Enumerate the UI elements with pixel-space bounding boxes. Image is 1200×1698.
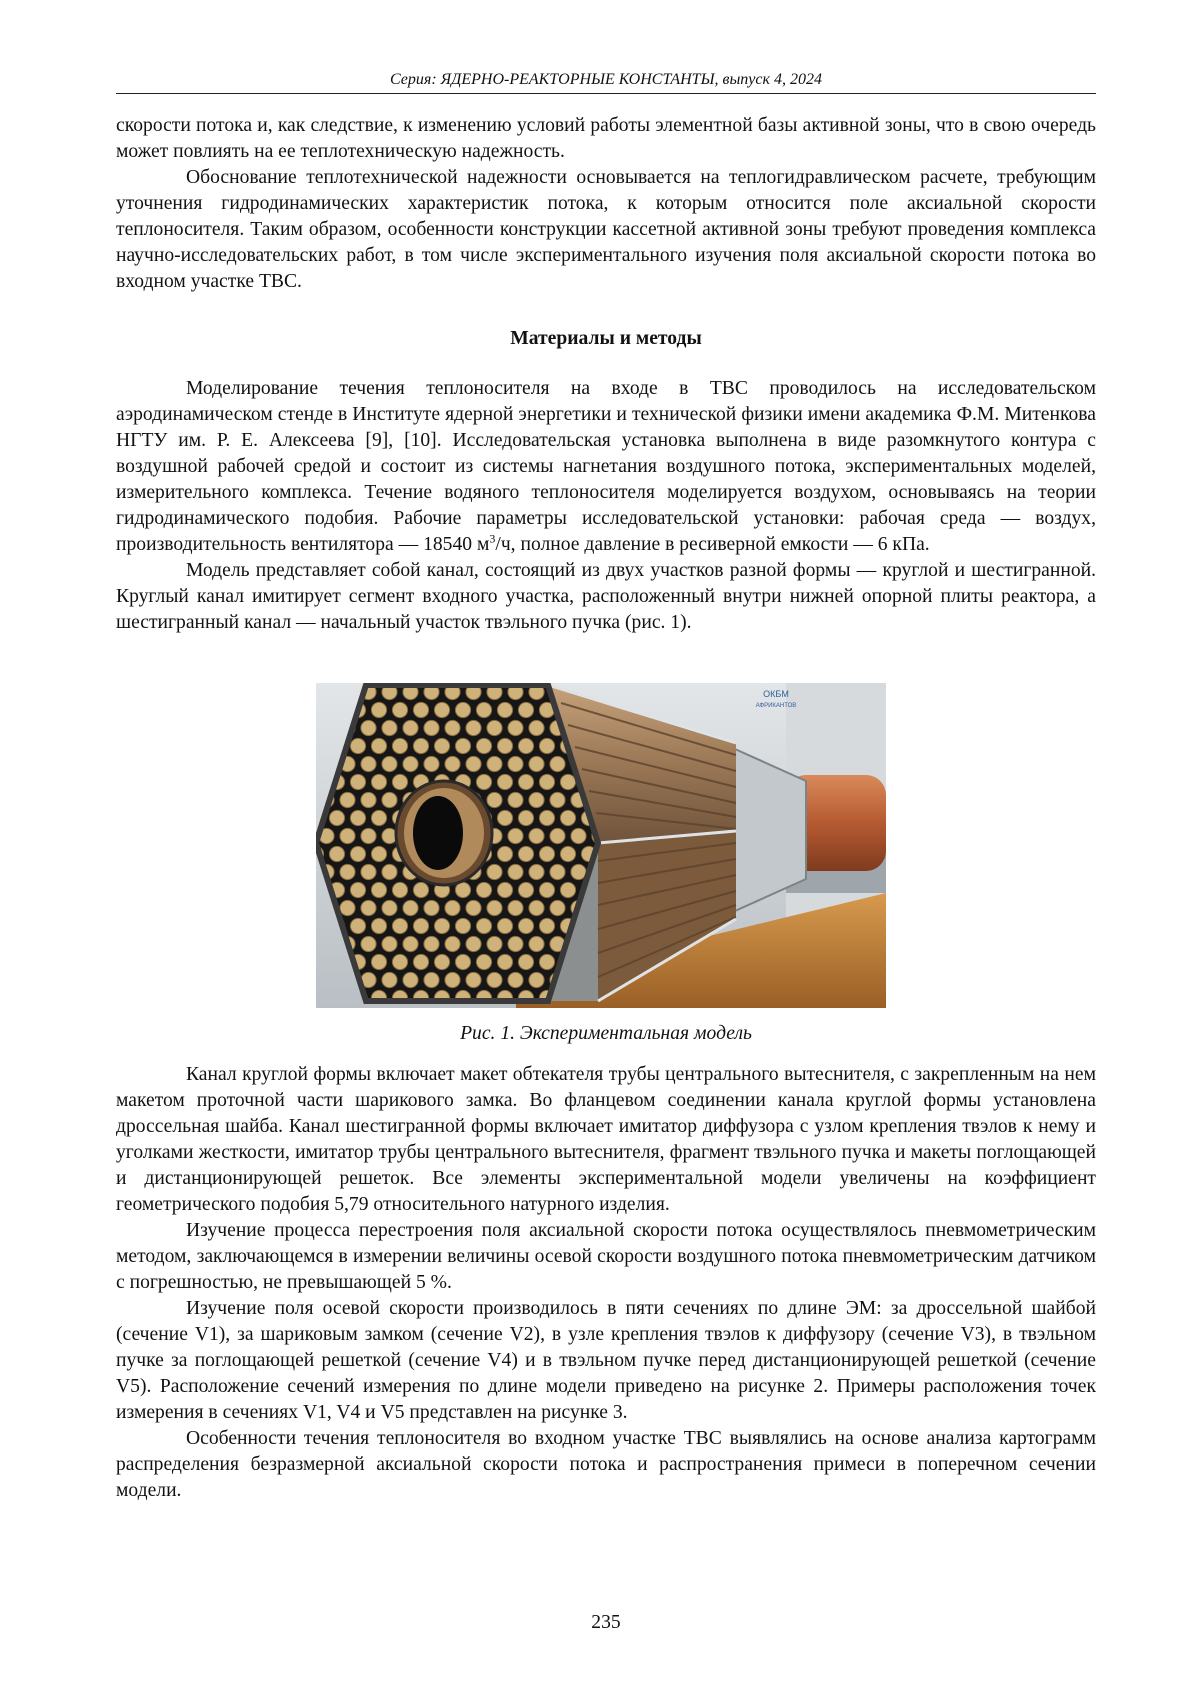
intro-block [116, 113, 1096, 295]
body-paragraph-3: Изучение поля осевой скорости производилось в пяти сечениях по длине ЭМ: за дроссельной шайбой (сечение V1), за шариковым замком (сечение V2), в узле крепления твэлов к диффузору (сечение V3), в твэльном пучке за поглощающей решеткой (сечение V4) и в твэльном пучке перед дистанционирующей решеткой (сечение V5). Расположение сечений измерения по длине модели приведено на рисунке 2. Примеры расположения точек измерения в сечениях V1, V4 и V5 представлен на рисунке 3. [116, 1298, 1096, 1423]
methods-paragraph-1 [116, 376, 1096, 558]
methods-paragraph-1-text-b: /ч, полное давление в ресиверной емкости — 6 кПа. [495, 534, 930, 555]
sign-line-1: ОКБМ [763, 689, 789, 699]
intro-paragraph-1: скорости потока и, как следствие, к изменению условий работы элементной базы активной зоны, что в свою очередь может повлиять на ее теплотехническую надежность. [116, 115, 1096, 162]
sign-line-2: АФРИКАНТОВ [755, 703, 797, 709]
methods-paragraph-1-text-a: Моделирование течения теплоносителя на входе в ТВС проводилось на исследовательском аэродинамическом стенде в Институте ядерной энергетики и технической физики имени академика Ф.М. Митенкова НГТУ им. Р. Е. Алексеева [9], [10]. Исследовательская установка выполнена в виде разомкнутого контура с воздушной рабочей средой и состоит из системы нагнетания воздушного потока, экспериментальных моделей, измерительного комплекса. Течение водяного теплоносителя моделируется воздухом, основываясь на теории гидродинамического подобия. Рабочие параметры исследовательской установки: рабочая среда — воздух, производительность вентилятора — 18540 м [116, 378, 1096, 555]
methods-block [116, 376, 1096, 636]
running-header [116, 70, 1096, 90]
figure-caption: Рис. 1. Экспериментальная модель [460, 1023, 752, 1044]
cubic-superscript: 3 [489, 531, 496, 546]
body-paragraph-2: Изучение процесса перестроения поля аксиальной скорости потока осуществлялось пневмометрическим методом, заключающемся в измерении величины осевой скорости воздушного потока пневмометрическим датчиком с погрешностью, не превышающей 5 %. [116, 1220, 1096, 1293]
experimental-model-illustration [316, 683, 886, 1008]
section-heading: Материалы и методы [510, 328, 702, 349]
body-paragraph-4: Особенности течения теплоносителя во входном участке ТВС выявлялись на основе анализа картограмм распределения безразмерной аксиальной скорости потока и распространения примеси в поперечном сечении модели. [116, 1428, 1096, 1501]
body-paragraph-1: Канал круглой формы включает макет обтекателя трубы центрального вытеснителя, с закрепленным на нем макетом проточной части шарикового замка. Во фланцевом соединении канала круглой формы установлена дроссельная шайба. Канал шестигранной формы включает имитатор диффузора с узлом крепления твэлов к нему и уголками жесткости, имитатор трубы центрального вытеснителя, фрагмент твэльного пучка и макеты поглощающей и дистанционирующей решеток. Все элементы экспериментальной модели увеличены на коэффициент геометрического подобия 5,79 относительного натурного изделия. [116, 1064, 1096, 1215]
experimental-model-photo [316, 683, 886, 1008]
header-series-label: Серия: [390, 71, 437, 88]
header-series-name: ЯДЕРНО-РЕАКТОРНЫЕ КОНСТАНТЫ, выпуск 4, 2024 [440, 71, 822, 88]
header-rule [116, 93, 1096, 94]
intro-paragraph-2: Обоснование теплотехнической надежности основывается на теплогидравлическом расчете, требующим уточнения гидродинамических характеристик потока, к которым относится поле аксиальной скорости теплоносителя. Таким образом, особенности конструкции кассетной активной зоны требуют проведения комплекса научно-исследовательских работ, в том числе экспериментального изучения поля аксиальной скорости потока во входном участке ТВС. [116, 167, 1096, 292]
page-number: 235 [591, 1612, 621, 1633]
methods-paragraph-2: Модель представляет собой канал, состоящий из двух участков разной формы — круглой и шестигранной. Круглый канал имитирует сегмент входного участка, расположенный внутри нижней опорной плиты реактора, а шестигранный канал — начальный участок твэльного пучка (рис. 1). [116, 560, 1096, 633]
body-block [116, 1062, 1096, 1504]
